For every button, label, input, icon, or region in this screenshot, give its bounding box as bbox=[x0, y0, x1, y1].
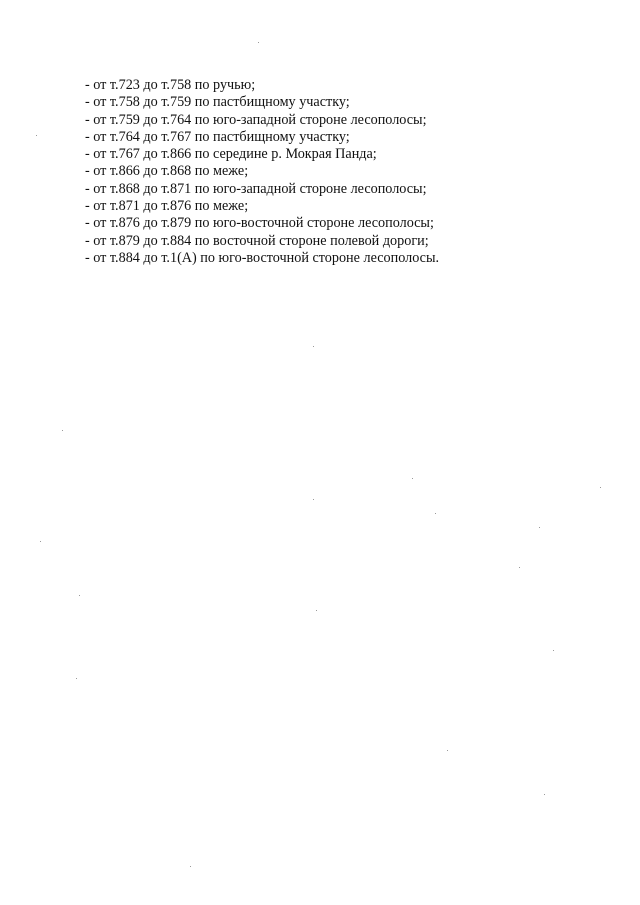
scan-speck bbox=[519, 567, 520, 568]
boundary-line: - от т.764 до т.767 по пастбищному участку; bbox=[85, 128, 350, 145]
boundary-line: - от т.758 до т.759 по пастбищному участку; bbox=[85, 94, 350, 111]
boundary-line: - от т.871 до т.876 по меже; bbox=[85, 198, 249, 215]
scan-speck bbox=[79, 595, 80, 596]
boundary-line: - от т.868 до т.871 по юго-западной стороне лесополосы; bbox=[85, 180, 427, 197]
boundary-line: - от т.884 до т.1(А) по юго-восточной стороне лесополосы. bbox=[85, 249, 440, 266]
scan-speck bbox=[435, 513, 436, 514]
scan-speck bbox=[62, 430, 63, 431]
boundary-description-list bbox=[85, 77, 439, 267]
boundary-line: - от т.723 до т.758 по ручью; bbox=[85, 77, 256, 93]
scan-speck bbox=[313, 346, 314, 347]
scan-speck bbox=[316, 610, 317, 611]
scan-speck bbox=[40, 541, 41, 542]
scan-speck bbox=[313, 499, 314, 500]
scan-speck bbox=[190, 866, 191, 867]
boundary-line: - от т.876 до т.879 по юго-восточной стороне лесополосы; bbox=[85, 215, 434, 232]
boundary-line: - от т.879 до т.884 по восточной стороне полевой дороги; bbox=[85, 232, 429, 249]
scan-speck bbox=[412, 478, 413, 479]
scan-speck bbox=[36, 135, 37, 136]
scan-speck bbox=[76, 678, 77, 679]
scan-speck bbox=[553, 650, 554, 651]
scan-speck bbox=[258, 42, 259, 43]
boundary-line: - от т.767 до т.866 по середине р. Мокрая Панда; bbox=[85, 146, 377, 163]
scan-speck bbox=[447, 750, 448, 751]
boundary-line: - от т.866 до т.868 по меже; bbox=[85, 163, 249, 180]
scan-speck bbox=[600, 487, 601, 488]
scan-speck bbox=[544, 794, 545, 795]
boundary-line: - от т.759 до т.764 по юго-западной стороне лесополосы; bbox=[85, 111, 427, 128]
scan-speck bbox=[539, 527, 540, 528]
